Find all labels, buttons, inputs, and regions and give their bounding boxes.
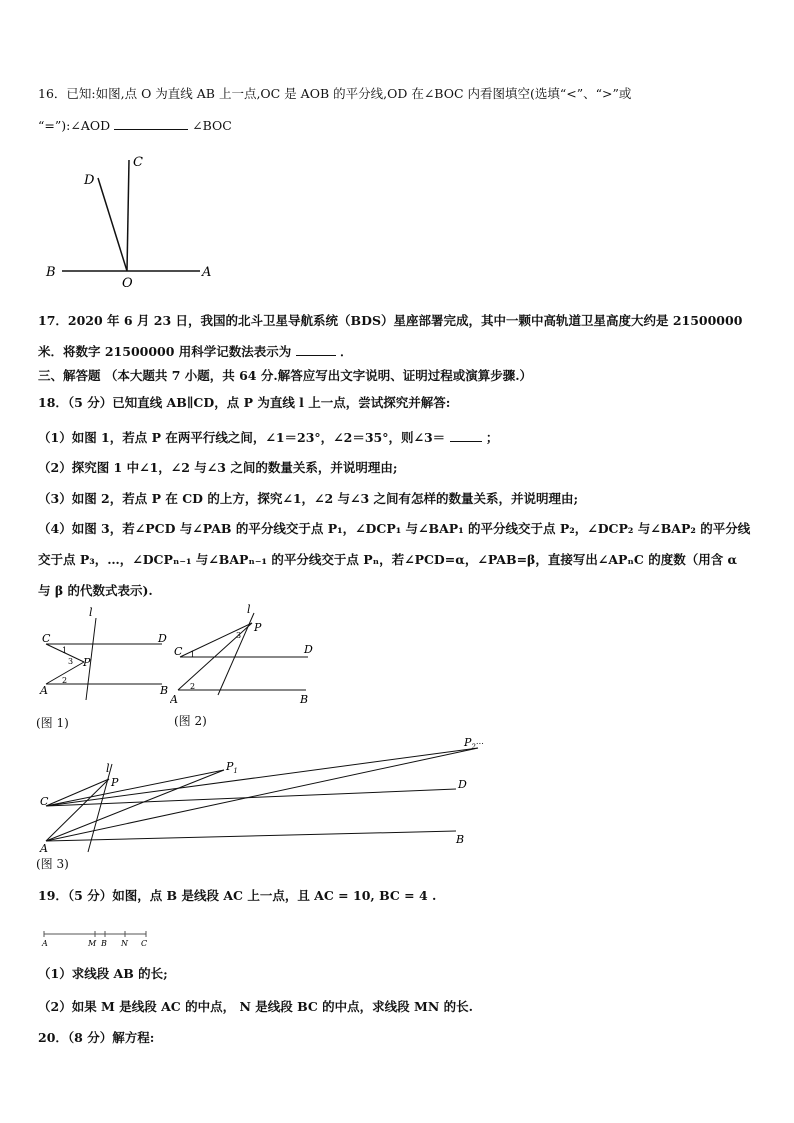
fig2-label-b: B <box>300 693 309 706</box>
fig2-label-a: A <box>170 693 178 706</box>
q18-part3: （3）如图 2，若点 P 在 CD 的上方，探究∠1，∠2 与∠3 之间有怎样的数量关系，并说明理由; <box>38 491 579 506</box>
fig2-label-p: P <box>254 621 262 634</box>
q19-seg-c: C <box>141 939 148 948</box>
q16-answer-blank <box>114 117 188 130</box>
q18-part4-line2: 交于点 P₃，…，∠DCPₙ₋₁ 与∠BAPₙ₋₁ 的平分线交于点 Pₙ，若∠PCD=α，∠PAB=β，直接写出∠APₙC 的度数（用含 α <box>38 552 738 567</box>
fig2-angle-1: 1 <box>190 650 196 659</box>
fig2-caption: (图 2) <box>174 714 207 728</box>
fig3-label-c: C <box>40 795 49 808</box>
q18-part1-prefix: （1）如图 1，若点 P 在两平行线之间，∠1＝23°，∠2＝35°，则∠3＝ <box>38 430 446 445</box>
fig2-angle-3: 3 <box>236 631 242 640</box>
q16-label-b: B <box>46 265 56 280</box>
fig2-label-d: D <box>304 643 313 656</box>
fig3-label-d: D <box>458 778 467 791</box>
fig3-label-p2: $P_2^\dots$ <box>464 736 484 751</box>
q19-seg-a: A <box>42 939 48 948</box>
fig2-angle-2: 2 <box>190 682 196 691</box>
q16-label-a: A <box>202 265 212 280</box>
q17-line2-prefix: 米．将数字 21500000 用科学记数法表示为 <box>38 344 292 359</box>
fig1-label-c: C <box>42 632 51 645</box>
q19-seg-m: M <box>88 939 97 948</box>
fig1-label-d: D <box>158 632 167 645</box>
q19-seg-b: B <box>101 939 107 948</box>
q16-line1: 16．已知:如图,点 O 为直线 AB 上一点,OC 是 AOB 的平分线,OD 在∠BOC 内看图填空(选填“<”、“>”或 <box>38 86 632 101</box>
q18-part4-line1: （4）如图 3，若∠PCD 与∠PAB 的平分线交于点 P₁，∠DCP₁ 与∠BAP₁ 的平分线交于点 P₂，∠DCP₂ 与∠BAP₂ 的平分线 <box>38 521 751 536</box>
fig1-label-b: B <box>160 684 169 697</box>
q18-figure-3 <box>34 734 504 858</box>
q18-part1 <box>38 429 498 446</box>
fig1-label-p: P <box>83 656 91 669</box>
q18-answer-blank <box>450 429 482 442</box>
q16-line2-suffix: ∠BOC <box>192 118 232 133</box>
fig1-angle-1: 1 <box>62 646 68 655</box>
fig1-label-l: l <box>89 606 93 619</box>
q16-label-o: O <box>122 276 133 290</box>
fig3-label-b: B <box>456 833 465 846</box>
fig1-label-a: A <box>40 684 48 697</box>
fig3-caption: (图 3) <box>36 857 69 871</box>
q17-line2-suffix: ． <box>340 344 353 359</box>
q18-figure-2 <box>170 603 330 708</box>
q20-stem: 20．（8 分）解方程: <box>38 1030 155 1045</box>
fig1-angle-2: 2 <box>62 676 68 685</box>
q18-stem: 18．（5 分）已知直线 AB∥CD，点 P 为直线 l 上一点，尝试探究并解答: <box>38 395 451 410</box>
fig1-caption: (图 1) <box>36 716 69 730</box>
q17-line2 <box>38 343 353 360</box>
fig3-label-l: l <box>106 762 110 775</box>
q16-figure <box>40 150 230 290</box>
q16-label-d: D <box>84 173 95 188</box>
q19-part1: （1）求线段 AB 的长; <box>38 966 168 981</box>
section-3-heading: 三、解答题 （本大题共 7 小题，共 64 分.解答应写出文字说明、证明过程或演算步骤.） <box>38 368 533 383</box>
fig3-label-p1: $P_1$ <box>226 760 238 775</box>
q19-part2: （2）如果 M 是线段 AC 的中点， N 是线段 BC 的中点，求线段 MN 的长. <box>38 999 473 1014</box>
fig1-angle-3: 3 <box>68 657 74 666</box>
fig2-label-c: C <box>174 645 183 658</box>
q17-answer-blank <box>296 343 336 356</box>
q16-label-c: C <box>133 155 143 170</box>
q19-segment-figure <box>38 924 158 950</box>
fig3-label-p: P <box>111 776 119 789</box>
fig3-label-a: A <box>40 842 48 855</box>
q18-part4-line3: 与 β 的代数式表示). <box>38 583 153 598</box>
fig2-label-l: l <box>247 603 251 616</box>
q19-seg-n: N <box>121 939 128 948</box>
q18-part2: （2）探究图 1 中∠1，∠2 与∠3 之间的数量关系，并说明理由; <box>38 460 398 475</box>
q16-line2-prefix: “=”):∠AOD <box>38 118 111 133</box>
q17-line1: 17．2020 年 6 月 23 日，我国的北斗卫星导航系统（BDS）星座部署完成，其中一颗中高轨道卫星高度大约是 21500000 <box>38 313 743 328</box>
q18-part1-suffix: ； <box>485 430 499 445</box>
q19-stem: 19．（5 分）如图，点 B 是线段 AC 上一点，且 AC = 10, BC = 4 . <box>38 888 437 903</box>
q18-figure-1 <box>36 604 176 704</box>
q16-line2 <box>38 117 232 134</box>
